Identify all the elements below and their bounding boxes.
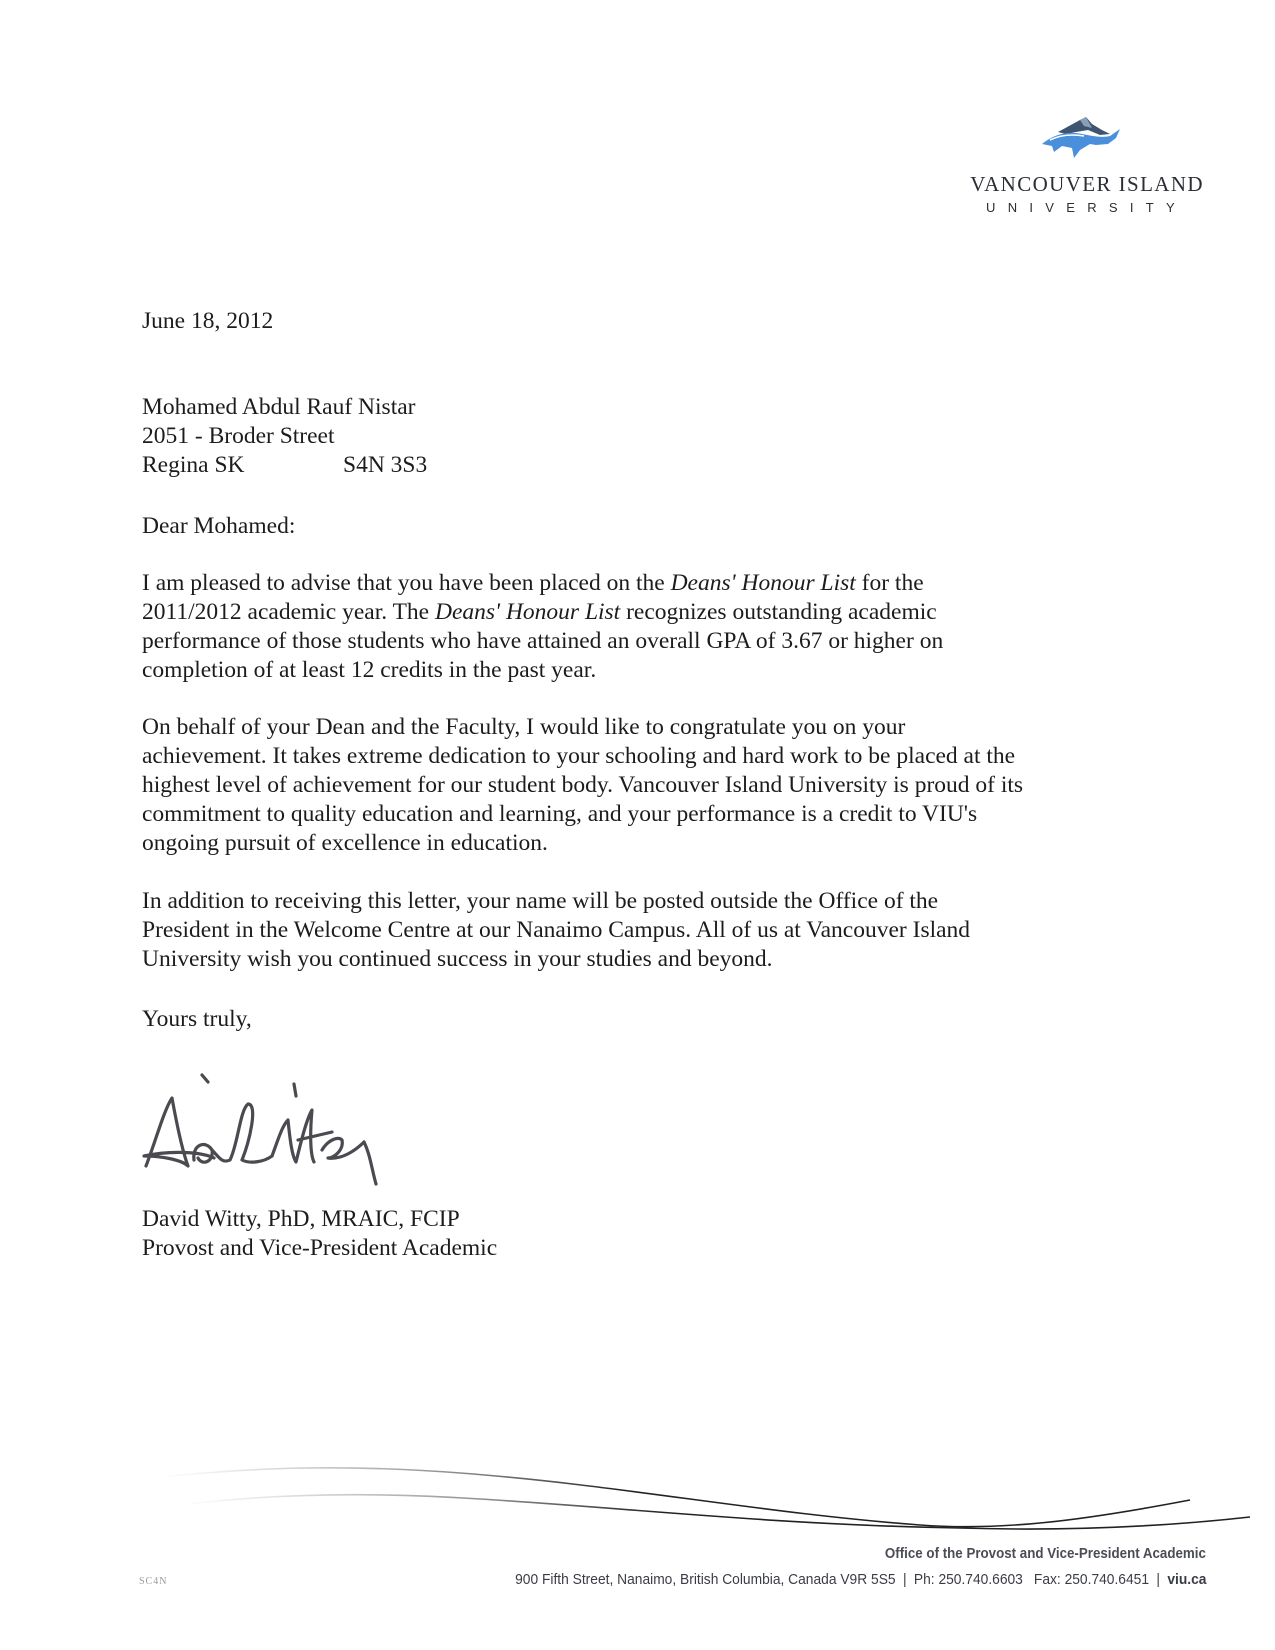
handwritten-signature-icon <box>142 1070 412 1190</box>
recipient-address <box>142 393 428 480</box>
text-run: for the <box>855 570 924 596</box>
paragraph-line: On behalf of your Dean and the Faculty, I would like to congratulate you on your <box>142 714 906 740</box>
footer-phone: Ph: 250.740.6603 <box>913 1571 1023 1588</box>
footer-fax: Fax: 250.740.6451 <box>1033 1571 1149 1588</box>
footer-separator: | <box>1155 1571 1160 1588</box>
viu-logo-icon <box>1040 114 1124 160</box>
paragraph-line: completion of at least 12 credits in the past year. <box>142 657 597 683</box>
footer-contact-line <box>515 1571 1206 1588</box>
university-logo <box>940 112 1210 222</box>
footer-address: 900 Fifth Street, Nanaimo, British Columbia, Canada V9R 5S5 <box>514 1571 896 1588</box>
paragraph-congratulations <box>142 713 1023 858</box>
recipient-city-province: Regina SK <box>142 452 245 478</box>
recipient-street: 2051 - Broder Street <box>142 423 335 449</box>
text-run: recognizes outstanding academic <box>620 599 937 625</box>
text-run: I am pleased to advise that you have been placed on the <box>142 570 671 596</box>
paragraph-line: President in the Welcome Centre at our Nanaimo Campus. All of us at Vancouver Island <box>142 917 971 943</box>
recipient-postal-code: S4N 3S3 <box>343 452 428 478</box>
footer-separator: | <box>902 1571 907 1588</box>
salutation: Dear Mohamed: <box>142 513 296 539</box>
footer-website-link[interactable]: viu.ca <box>1166 1571 1206 1588</box>
paragraph-line: University wish you continued success in your studies and beyond. <box>142 946 773 972</box>
institution-name: VANCOUVER ISLAND <box>970 172 1204 196</box>
honour-list-italic: Deans' Honour List <box>670 570 856 596</box>
paragraph-line: commitment to quality education and learning, and your performance is a credit to VIU's <box>142 801 978 827</box>
letter-date: June 18, 2012 <box>142 308 274 334</box>
paragraph-line: highest level of achievement for our student body. Vancouver Island University is proud of its <box>142 772 1024 798</box>
recipient-name: Mohamed Abdul Rauf Nistar <box>142 394 416 420</box>
signer-name: David Witty, PhD, MRAIC, FCIP <box>142 1206 460 1232</box>
paragraph-line <box>142 598 943 627</box>
paragraph-line <box>142 569 943 598</box>
paragraph-honour-list <box>142 569 943 685</box>
paragraph-line: In addition to receiving this letter, your name will be posted outside the Office of the <box>142 888 939 914</box>
closing: Yours truly, <box>142 1006 252 1032</box>
paragraph-line: ongoing pursuit of excellence in education. <box>142 830 548 856</box>
footer-swoosh-decoration <box>0 1455 1275 1535</box>
paragraph-line: achievement. It takes extreme dedication to your schooling and hard work to be placed at the <box>142 743 1016 769</box>
footer-office-name: Office of the Provost and Vice-President Academic <box>885 1546 1206 1562</box>
institution-subname: UNIVERSITY <box>986 200 1188 215</box>
paragraph-line: performance of those students who have attained an overall GPA of 3.67 or higher on <box>142 628 944 654</box>
signer-title: Provost and Vice-President Academic <box>142 1235 498 1261</box>
scan-code-mark: SC4N <box>139 1576 168 1587</box>
recipient-city-line <box>142 451 428 480</box>
signer-block <box>142 1205 497 1263</box>
paragraph-posting-notice <box>142 887 970 974</box>
text-run: 2011/2012 academic year. The <box>142 599 435 625</box>
honour-list-italic: Deans' Honour List <box>435 599 621 625</box>
